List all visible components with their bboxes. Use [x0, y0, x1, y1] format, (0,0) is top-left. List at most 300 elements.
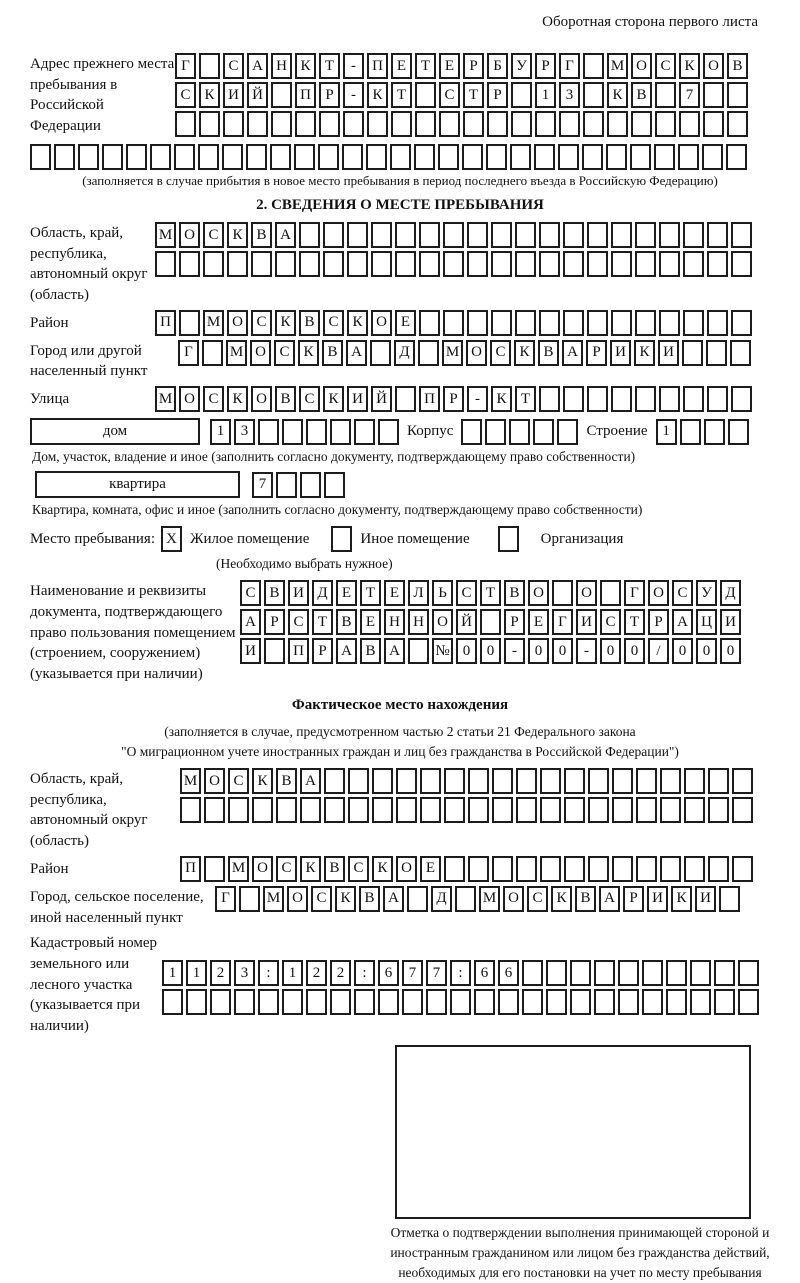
char-box — [594, 960, 615, 986]
char-box: Н — [384, 609, 405, 635]
char-box: Т — [319, 53, 340, 79]
char-box — [727, 82, 748, 108]
char-box — [396, 797, 417, 823]
char-box: С — [655, 53, 676, 79]
stroenie-row — [656, 419, 749, 445]
char-box — [378, 989, 399, 1015]
char-box: Д — [431, 886, 452, 912]
char-box — [234, 989, 255, 1015]
char-box — [126, 144, 147, 170]
char-box: О — [250, 340, 271, 366]
box-row — [162, 960, 759, 986]
char-box: 2 — [330, 960, 351, 986]
char-box — [420, 768, 441, 794]
char-box: С — [299, 386, 320, 412]
char-box: О — [631, 53, 652, 79]
char-box — [546, 989, 567, 1015]
char-box — [367, 111, 388, 137]
raion2-label: Район — [30, 860, 69, 877]
raion-field — [30, 310, 770, 336]
char-box — [366, 144, 387, 170]
char-box — [563, 386, 584, 412]
char-box — [666, 989, 687, 1015]
char-box — [331, 526, 352, 552]
mesto-note: (Необходимо выбрать нужное) — [216, 556, 393, 572]
char-box: Л — [408, 580, 429, 606]
char-box — [395, 251, 416, 277]
char-box: Н — [408, 609, 429, 635]
char-box: К — [634, 340, 655, 366]
char-box — [707, 251, 728, 277]
char-box: К — [199, 82, 220, 108]
char-box — [330, 419, 351, 445]
kadastr-label: Кадастровый номер земельного или лесного участка (указывается при наличии) — [30, 935, 157, 1034]
char-box — [539, 222, 560, 248]
char-box — [443, 222, 464, 248]
char-box: А — [336, 638, 357, 664]
char-box — [162, 989, 183, 1015]
char-box: О — [179, 222, 200, 248]
char-box: С — [439, 82, 460, 108]
char-box — [420, 797, 441, 823]
char-box: К — [367, 82, 388, 108]
char-box — [654, 144, 675, 170]
char-box: Р — [487, 82, 508, 108]
char-box — [282, 419, 303, 445]
char-box: А — [599, 886, 620, 912]
char-box: С — [348, 856, 369, 882]
char-box — [690, 989, 711, 1015]
char-box: И — [610, 340, 631, 366]
char-box: Е — [360, 609, 381, 635]
oblast2-label: Область, край, республика, автономный округ (область) — [30, 771, 148, 850]
char-box — [631, 111, 652, 137]
char-box: О — [528, 580, 549, 606]
char-box: 0 — [600, 638, 621, 664]
char-box — [199, 111, 220, 137]
char-box — [198, 144, 219, 170]
char-box: С — [175, 82, 196, 108]
char-box: Р — [648, 609, 669, 635]
section2-heading: 2. СВЕДЕНИЯ О МЕСТЕ ПРЕБЫВАНИЯ — [256, 197, 544, 213]
char-box — [540, 856, 561, 882]
char-box: М — [263, 886, 284, 912]
char-box — [306, 419, 327, 445]
char-box: С — [228, 768, 249, 794]
char-box: К — [300, 856, 321, 882]
char-box: 7 — [679, 82, 700, 108]
zhiloe-checkbox — [161, 526, 182, 552]
char-box — [491, 251, 512, 277]
char-box — [150, 144, 171, 170]
char-box — [275, 251, 296, 277]
char-box — [271, 111, 292, 137]
char-box — [443, 251, 464, 277]
char-box: : — [258, 960, 279, 986]
char-box — [444, 768, 465, 794]
ulitsa-field — [30, 386, 770, 412]
char-box: М — [203, 310, 224, 336]
char-box — [611, 251, 632, 277]
char-box: Р — [443, 386, 464, 412]
char-box — [492, 768, 513, 794]
char-box — [371, 251, 392, 277]
char-box: - — [343, 53, 364, 79]
box-row — [155, 251, 752, 277]
char-box — [611, 310, 632, 336]
char-box — [396, 768, 417, 794]
char-box: А — [346, 340, 367, 366]
char-box: Д — [720, 580, 741, 606]
char-box — [299, 222, 320, 248]
char-box: : — [354, 960, 375, 986]
document-label: Наименование и реквизиты документа, подтверждающего право пользования помещением (строением, сооружением) (указывается при наличии) — [30, 583, 236, 682]
char-box — [607, 111, 628, 137]
char-box: А — [562, 340, 583, 366]
char-box — [594, 989, 615, 1015]
char-box: Г — [178, 340, 199, 366]
dom-number-row — [210, 419, 399, 445]
char-box — [552, 580, 573, 606]
char-box — [570, 960, 591, 986]
char-box — [707, 310, 728, 336]
char-box — [564, 768, 585, 794]
oblast-label: Область, край, республика, автономный округ (область) — [30, 225, 148, 304]
char-box: 3 — [234, 419, 255, 445]
char-box — [510, 144, 531, 170]
char-box — [395, 222, 416, 248]
char-box: О — [576, 580, 597, 606]
char-box — [684, 768, 705, 794]
char-box: И — [240, 638, 261, 664]
char-box: К — [551, 886, 572, 912]
char-box: В — [299, 310, 320, 336]
char-box — [655, 111, 676, 137]
char-box — [618, 960, 639, 986]
char-box: Г — [552, 609, 573, 635]
char-box — [511, 82, 532, 108]
char-box — [419, 222, 440, 248]
char-box: С — [323, 310, 344, 336]
char-box: У — [696, 580, 717, 606]
char-box — [636, 856, 657, 882]
char-box — [264, 638, 285, 664]
char-box — [515, 251, 536, 277]
char-box — [258, 419, 279, 445]
char-box — [635, 251, 656, 277]
char-box — [600, 580, 621, 606]
char-box — [330, 989, 351, 1015]
char-box — [199, 53, 220, 79]
char-box: К — [372, 856, 393, 882]
char-box: Р — [623, 886, 644, 912]
char-box — [708, 856, 729, 882]
char-box: Г — [215, 886, 236, 912]
char-box — [612, 797, 633, 823]
char-box: К — [671, 886, 692, 912]
char-box: И — [720, 609, 741, 635]
char-box: : — [450, 960, 471, 986]
char-box — [491, 310, 512, 336]
char-box — [462, 144, 483, 170]
char-box — [252, 797, 273, 823]
char-box — [707, 222, 728, 248]
char-box — [731, 386, 752, 412]
char-box: В — [504, 580, 525, 606]
gorod2-field — [30, 886, 770, 928]
char-box: Д — [394, 340, 415, 366]
section3-note: (заполняется в случае, предусмотренном частью 2 статьи 21 Федерального закона "О миграционном учете иностранных граждан и лиц без гражданства в Российской Федерации") — [121, 723, 679, 759]
char-box — [468, 797, 489, 823]
char-box: О — [466, 340, 487, 366]
char-box — [546, 960, 567, 986]
korpus-row — [461, 419, 578, 445]
char-box: О — [227, 310, 248, 336]
char-box — [467, 251, 488, 277]
oblast-field — [30, 222, 770, 306]
char-box: 6 — [378, 960, 399, 986]
char-box: О — [287, 886, 308, 912]
char-box: С — [203, 386, 224, 412]
char-box: К — [514, 340, 535, 366]
char-box — [246, 144, 267, 170]
char-box — [54, 144, 75, 170]
char-box: Т — [463, 82, 484, 108]
char-box: Т — [360, 580, 381, 606]
char-box — [276, 472, 297, 498]
char-box — [347, 251, 368, 277]
char-box: Е — [384, 580, 405, 606]
char-box: Т — [515, 386, 536, 412]
char-box — [438, 144, 459, 170]
char-box: Т — [624, 609, 645, 635]
char-box: В — [727, 53, 748, 79]
char-box: - — [504, 638, 525, 664]
char-box — [683, 310, 704, 336]
char-box — [684, 856, 705, 882]
char-box — [467, 222, 488, 248]
char-box — [714, 960, 735, 986]
char-box — [731, 310, 752, 336]
char-box — [102, 144, 123, 170]
char-box — [354, 989, 375, 1015]
char-box: - — [576, 638, 597, 664]
char-box — [78, 144, 99, 170]
char-box — [540, 768, 561, 794]
char-box — [282, 989, 303, 1015]
char-box — [180, 797, 201, 823]
char-box — [228, 797, 249, 823]
char-box: Е — [439, 53, 460, 79]
char-box — [612, 856, 633, 882]
char-box: Е — [420, 856, 441, 882]
char-box — [204, 797, 225, 823]
char-box: В — [276, 768, 297, 794]
char-box: Е — [528, 609, 549, 635]
char-box: Н — [271, 53, 292, 79]
box-row — [180, 856, 753, 882]
char-box — [588, 797, 609, 823]
char-box — [175, 111, 196, 137]
char-box — [559, 111, 580, 137]
char-box — [731, 251, 752, 277]
char-box — [539, 251, 560, 277]
char-box — [708, 797, 729, 823]
char-box — [474, 989, 495, 1015]
char-box — [583, 82, 604, 108]
char-box — [535, 111, 556, 137]
char-box: С — [274, 340, 295, 366]
char-box: И — [647, 886, 668, 912]
char-box — [582, 144, 603, 170]
char-box: 1 — [282, 960, 303, 986]
char-box: 3 — [559, 82, 580, 108]
char-box — [306, 989, 327, 1015]
kvartira-box: квартира — [35, 471, 240, 498]
confirmation-stamp-note: Отметка о подтверждении выполнения принимающей стороной и иностранным гражданином или лицом без гражданства действий, необходимых для его постановки на учет по месту пребывания — [390, 1224, 770, 1281]
char-box — [732, 768, 753, 794]
char-box — [570, 989, 591, 1015]
char-box — [635, 310, 656, 336]
char-box — [714, 989, 735, 1015]
korpus-label: Корпус — [407, 423, 454, 440]
char-box: Д — [312, 580, 333, 606]
char-box: 1 — [186, 960, 207, 986]
char-box — [635, 386, 656, 412]
char-box: Р — [504, 609, 525, 635]
char-box — [588, 768, 609, 794]
char-box: К — [335, 886, 356, 912]
char-box — [203, 251, 224, 277]
char-box — [347, 222, 368, 248]
char-box — [588, 856, 609, 882]
char-box — [719, 886, 740, 912]
char-box: О — [204, 768, 225, 794]
char-box — [516, 797, 537, 823]
char-box: 1 — [162, 960, 183, 986]
char-box: - — [467, 386, 488, 412]
char-box — [426, 989, 447, 1015]
char-box — [539, 310, 560, 336]
char-box — [587, 310, 608, 336]
char-box — [461, 419, 482, 445]
char-box: В — [359, 886, 380, 912]
char-box: И — [695, 886, 716, 912]
char-box — [704, 419, 725, 445]
char-box — [300, 797, 321, 823]
char-box — [323, 251, 344, 277]
char-box: Г — [559, 53, 580, 79]
char-box — [515, 310, 536, 336]
char-box: А — [240, 609, 261, 635]
char-box: 2 — [210, 960, 231, 986]
char-box — [558, 144, 579, 170]
char-box: 1 — [656, 419, 677, 445]
box-row — [155, 386, 752, 412]
char-box — [487, 111, 508, 137]
char-box — [659, 222, 680, 248]
char-box: Р — [463, 53, 484, 79]
char-box — [210, 989, 231, 1015]
raion-label: Район — [30, 314, 69, 331]
char-box — [683, 386, 704, 412]
gorod2-label: Город, сельское поселение, иной населенный пункт — [30, 888, 204, 926]
box-row — [178, 340, 751, 366]
char-box: К — [679, 53, 700, 79]
char-box: А — [275, 222, 296, 248]
char-box: Й — [371, 386, 392, 412]
char-box: Й — [456, 609, 477, 635]
char-box — [468, 856, 489, 882]
char-box: 2 — [306, 960, 327, 986]
char-box: № — [432, 638, 453, 664]
char-box — [443, 310, 464, 336]
char-box — [606, 144, 627, 170]
char-box: М — [180, 768, 201, 794]
char-box: Ь — [432, 580, 453, 606]
char-box: Р — [319, 82, 340, 108]
char-box — [251, 251, 272, 277]
char-box: Е — [336, 580, 357, 606]
box-row — [240, 638, 741, 664]
box-row — [240, 609, 741, 635]
char-box — [463, 111, 484, 137]
char-box — [666, 960, 687, 986]
char-box — [611, 386, 632, 412]
oblast2-field — [30, 768, 770, 852]
char-box: У — [511, 53, 532, 79]
char-box — [539, 386, 560, 412]
char-box — [318, 144, 339, 170]
char-box — [618, 989, 639, 1015]
dom-box: дом — [30, 418, 200, 445]
char-box — [703, 111, 724, 137]
char-box — [450, 989, 471, 1015]
char-box: И — [658, 340, 679, 366]
char-box — [324, 472, 345, 498]
char-box: И — [347, 386, 368, 412]
char-box — [636, 797, 657, 823]
char-box — [680, 419, 701, 445]
char-box: Р — [264, 609, 285, 635]
char-box: К — [227, 386, 248, 412]
char-box — [407, 886, 428, 912]
char-box — [511, 111, 532, 137]
kadastr-field — [30, 932, 770, 1036]
char-box: П — [155, 310, 176, 336]
char-box — [418, 340, 439, 366]
char-box: О — [648, 580, 669, 606]
char-box — [204, 856, 225, 882]
char-box — [414, 144, 435, 170]
char-box — [468, 768, 489, 794]
char-box: С — [276, 856, 297, 882]
char-box: Г — [175, 53, 196, 79]
organizatsiya-checkbox — [498, 526, 519, 552]
char-box — [222, 144, 243, 170]
char-box: 7 — [426, 960, 447, 986]
char-box: / — [648, 638, 669, 664]
box-row — [162, 989, 759, 1015]
char-box: П — [419, 386, 440, 412]
char-box: К — [323, 386, 344, 412]
char-box — [522, 989, 543, 1015]
gorod-field — [30, 340, 770, 382]
char-box — [679, 111, 700, 137]
char-box: С — [203, 222, 224, 248]
char-box — [324, 797, 345, 823]
char-box: А — [384, 638, 405, 664]
